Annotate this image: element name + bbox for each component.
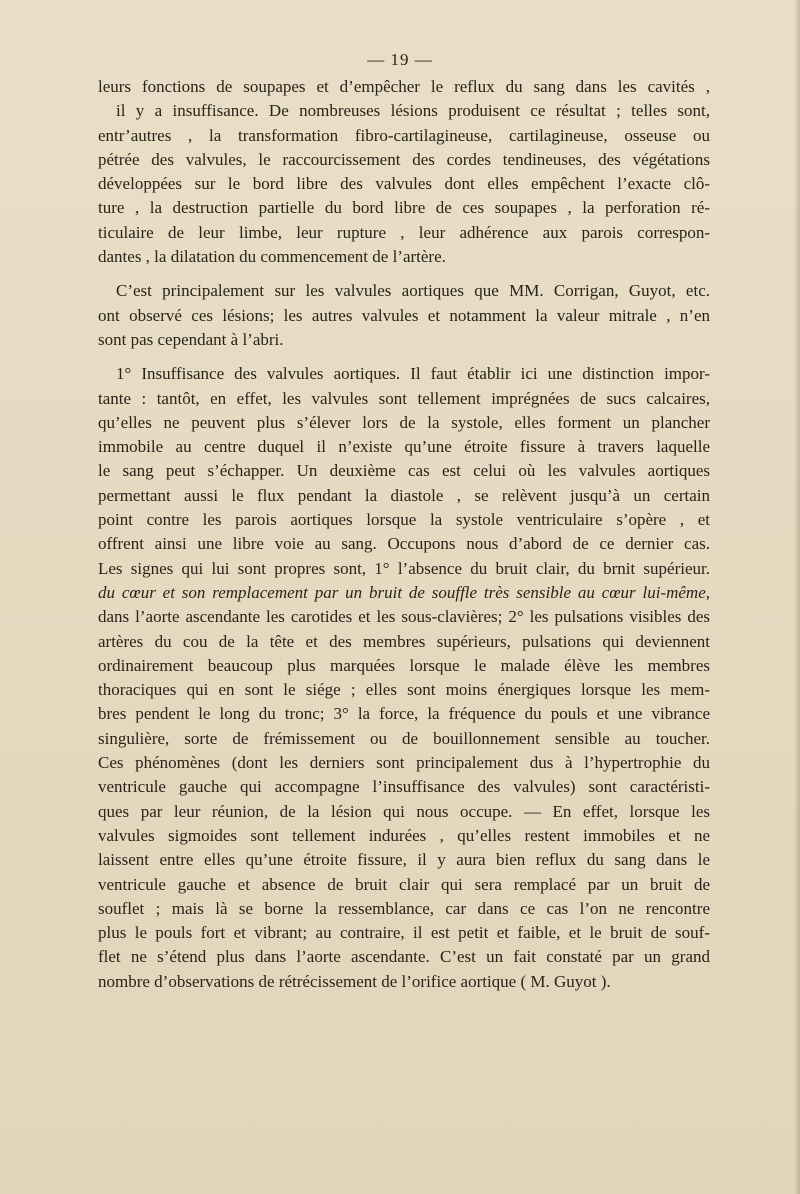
text-line: offrent ainsi une libre voie au sang. Occupons nous d’abord de ce dernier cas.: [98, 534, 710, 554]
text-line: C’est principalement sur les valvules aortiques que MM. Corrigan, Guyot, etc.: [116, 281, 710, 301]
text-line: ventricule gauche et absence de bruit clair qui sera remplacé par un bruit de: [98, 874, 710, 894]
paragraph-1: [98, 75, 710, 269]
text-line: 1° Insuffisance des valvules aortiques. Il faut établir ici une distinction impor-: [116, 364, 710, 384]
text-line: laissent entre elles qu’une étroite fissure, il y aura bien reflux du sang dans le: [98, 850, 710, 870]
text-line: nombre d’observations de rétrécissement de l’orifice aortique ( M. Guyot ).: [98, 971, 611, 991]
text-line: ordinairement beaucoup plus marquées lorsque le malade élève les membres: [98, 655, 710, 675]
text-line: point contre les parois aortiques lorsque la systole ventriculaire s’opère , et: [98, 510, 710, 530]
text-line: bres pendent le long du tronc; 3° la force, la fréquence du pouls et une vibrance: [98, 704, 710, 724]
paragraph-2: [98, 279, 710, 352]
text-line: du cœur et son remplacement par un bruit de souffle très sensible au cœur lui-même,: [98, 582, 710, 602]
text-line: souflet ; mais là se borne la ressemblance, car dans ce cas l’on ne rencontre: [98, 898, 710, 918]
text-line: permettant aussi le flux pendant la diastole , se relèvent jusqu’à un certain: [98, 485, 710, 505]
text-line: pétrée des valvules, le raccourcissement des cordes tendineuses, des végétations: [98, 149, 710, 169]
text-line: immobile au centre duquel il n’existe qu’une étroite fissure à travers laquelle: [98, 437, 710, 457]
text-line: ques par leur réunion, de la lésion qui nous occupe. — En effet, lorsque les: [98, 801, 710, 821]
paragraph-3: [98, 362, 710, 994]
text-line: sont pas cependant à l’abri.: [98, 329, 284, 349]
text-line: le sang peut s’échapper. Un deuxième cas est celui où les valvules aortiques: [98, 461, 710, 481]
text-line: valvules sigmoides sont tellement indurées , qu’elles restent immobiles et ne: [98, 825, 710, 845]
text-line: thoraciques qui en sont le siége ; elles sont moins énergiques lorsque les mem-: [98, 680, 710, 700]
text-line: Ces phénomènes (dont les derniers sont principalement dus à l’hypertrophie du: [98, 753, 710, 773]
text-line: ventricule gauche qui accompagne l’insuffisance des valvules) sont caractéristi-: [98, 777, 710, 797]
text-line: ticulaire de leur limbe, leur rupture , leur adhérence aux parois correspon-: [98, 222, 710, 242]
text-line: entr’autres , la transformation fibro-cartilagineuse, cartilagineuse, osseuse ou: [98, 125, 710, 145]
text-line: qu’elles ne peuvent plus s’élever lors de la systole, elles forment un plancher: [98, 412, 710, 432]
page-number: — 19 —: [367, 50, 433, 69]
text-line: ont observé ces lésions; les autres valvules et notamment la valeur mitrale , n’en: [98, 305, 710, 325]
text-line: Les signes qui lui sont propres sont, 1° l’absence du bruit clair, du brnit supérieur.: [98, 558, 710, 578]
text-line: développées sur le bord libre des valvules dont elles empêchent l’exacte clô-: [98, 174, 710, 194]
text-line: il y a insuffisance. De nombreuses lésions produisent ce résultat ; telles sont,: [116, 101, 710, 121]
text-line: artères du cou de la tête et des membres supérieurs, pulsations qui deviennent: [98, 631, 710, 651]
text-line: flet ne s’étend plus dans l’aorte ascendante. C’est un fait constaté par un grand: [98, 947, 710, 967]
text-line: dantes , la dilatation du commencement de l’artère.: [98, 247, 446, 267]
text-line: dans l’aorte ascendante les carotides et les sous-clavières; 2° les pulsations visibles des: [98, 607, 710, 627]
text-line: leurs fonctions de soupapes et d’empêcher le reflux du sang dans les cavités ,: [98, 77, 710, 96]
page-edge-shadow: [794, 0, 800, 1194]
text-line: ture , la destruction partielle du bord libre de ces soupapes , la perforation ré-: [98, 198, 710, 218]
body-text: [98, 75, 710, 1004]
text-line: tante : tantôt, en effet, les valvules sont tellement imprégnées de sucs calcaires,: [98, 388, 710, 408]
text-line: singulière, sorte de frémissement ou de bouillonnement sensible au toucher.: [98, 728, 710, 748]
text-line: plus le pouls fort et vibrant; au contraire, il est petit et faible, et le bruit de souf-: [98, 923, 710, 943]
